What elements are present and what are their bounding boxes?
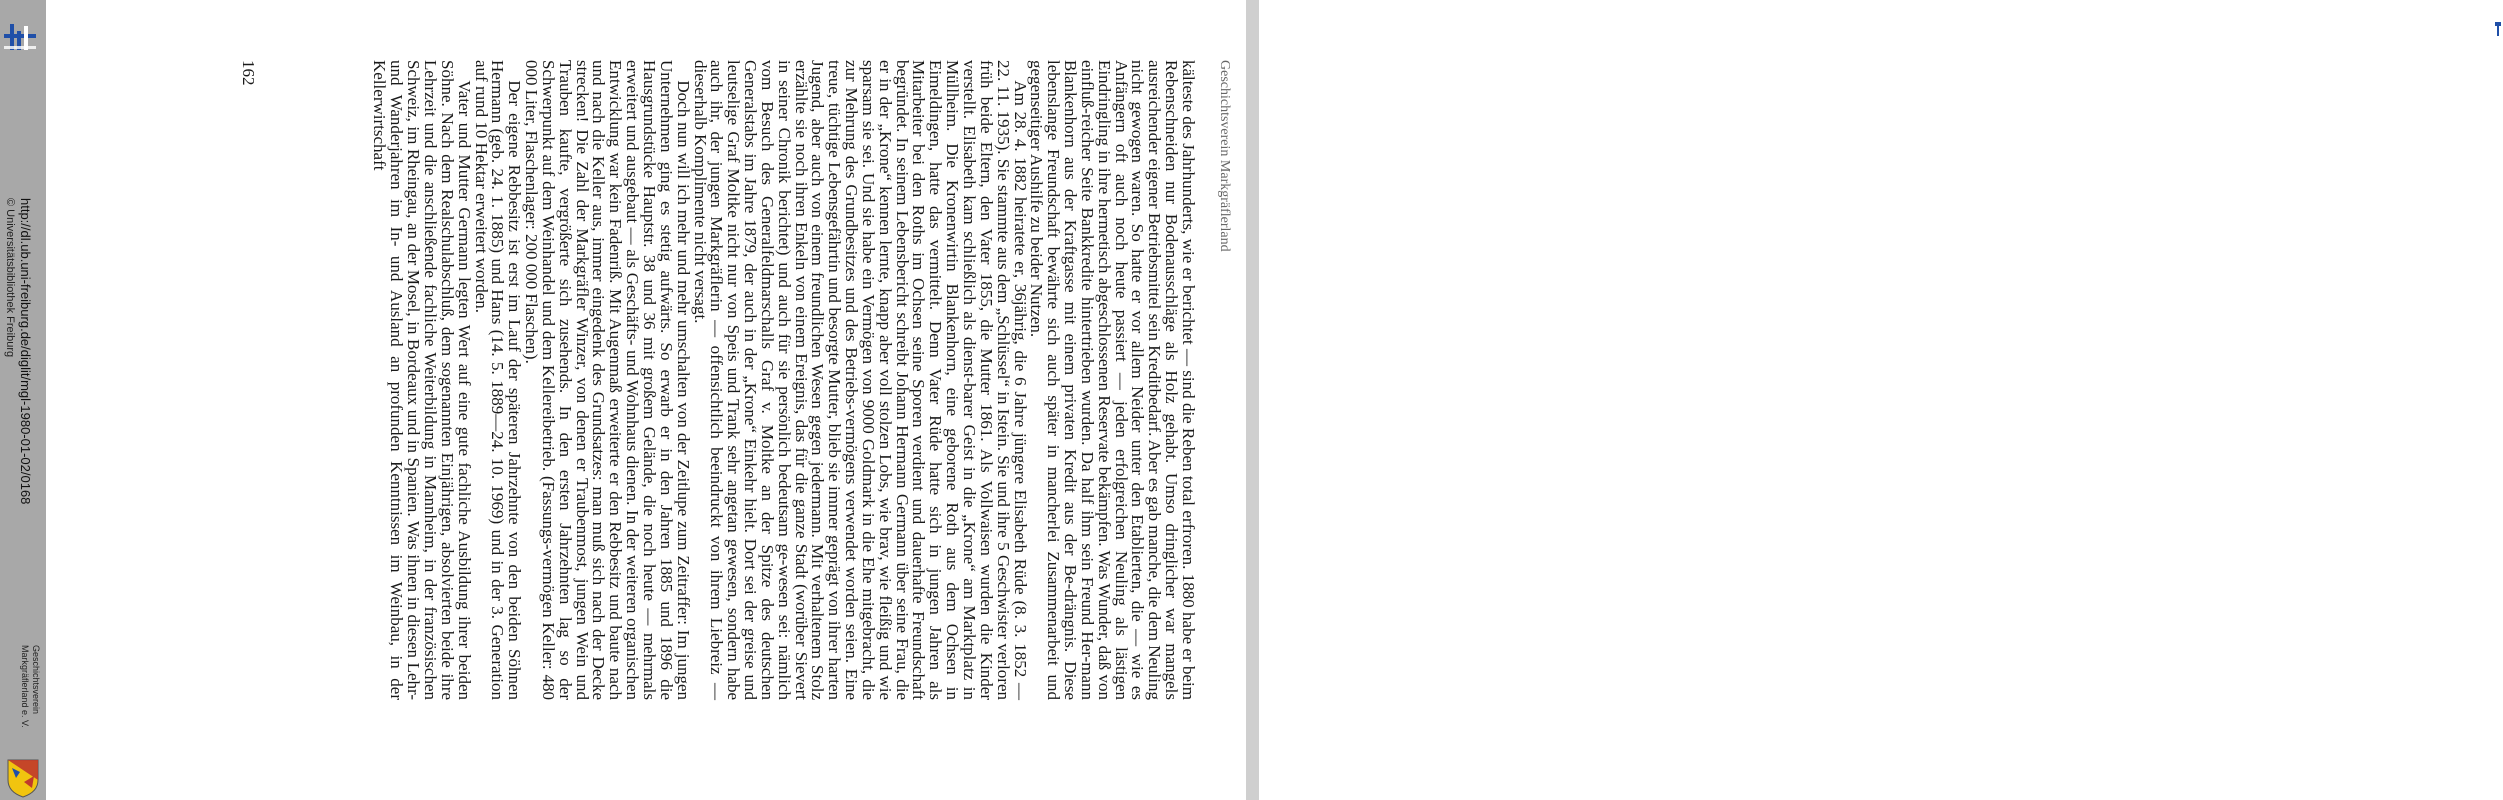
page-edge-mark-icon xyxy=(2493,20,2503,38)
page-body-text xyxy=(256,60,1196,700)
scanned-book-page xyxy=(220,60,1232,700)
paragraph: Doch nun will ich mehr und mehr umschalten von der Zeitlupe zum Zeitraffer: Im jungen Unternehmen ging es stetig aufwärts. So erwarb er in den Jahren 1885 und 1896 die Hausgrundstücke Hauptstr. 38 und 36 mit großem Gelände, die noch heute — mehrmals erweitert und ausgebaut — als Geschäfts- und Wohnhaus dienen. In der weiteren organischen Entwicklung war kein Fadenriß. Mit Augenmaß erweiterte er den Rebbesitz und baute nach und nach die Keller aus, immer eingedenk des Grundsatzes: man muß sich nach der Decke strecken! Die Zahl der Markgräfler Winzer, von denen er Traubenmost, jungen Wein und Trauben kaufte, vergrößerte sich zusehends. In den ersten Jahrzehnten lag so der Schwerpunkt auf dem Weinhandel und dem Kellereibetrieb. (Fassungs-vermögen Keller: 480 000 Liter, Flaschenlager: 200 000 Flaschen). xyxy=(522,60,693,700)
paragraph: Der eigene Rebbesitz ist erst im Lauf der späteren Jahrzehnte von den beiden Söhnen Hermann (geb. 24. 1. 1885) und Hans (14. 5. 1889—24. 10. 1969) und in der 3. Generation auf rund 10 Hektar erweitert worden. xyxy=(471,60,525,700)
adjacent-page-edge xyxy=(1246,0,1259,800)
publisher-name-line1: Geschichtsverein xyxy=(31,645,41,715)
paragraph: kälteste des Jahrhunderts, wie er berichtet — sind die Reben total erfroren. 1880 habe er beim Rebenschneiden nur Bodenausschläge als Holz gehabt. Umso dringlicher war mangels ausreichender eigener Betriebsmittel sein Kreditbedarf. Aber es gab manche, die dem Neuling nicht gewogen waren. So hatte er vor allem Neider unter den Etablierten, die — wie es Anfängern oft auch noch heute passiert — jeden erfolgreichen Neuling als lästigen Eindringling in ihre hermetisch abgeschlossenen Reservate bekämpfen. Was Wunder, daß von einfluß-reicher Seite Bankkredite hintertrieben wurden. Da half ihm sein Freund Her-mann Blankenhorn aus der Kraftgasse mit einem privaten Kredit aus der Be-drängnis. Diese lebenslange Freundschaft bewährte sich auch später in mancherlei Zusammenarbeit und gegenseitiger Aushilfe zu beider Nutzen. xyxy=(1027,60,1198,700)
running-head: Geschichtsverein Markgräflerland xyxy=(1217,60,1232,252)
page-number: 162 xyxy=(239,60,258,86)
publisher-badge xyxy=(5,645,41,765)
copyright-notice: © Universitätsbibliothek Freiburg xyxy=(4,198,16,358)
paragraph: Vater und Mutter Germann legten Wert auf eine gute fachliche Ausbildung ihrer beiden Söhne. Nach dem Realschulabschluß, dem sogenannten Einjährigen, absolvierten beide ihre Lehrzeit und die anschließende fachliche Weiterbildung in Mannheim, in der französischen Schweiz, im Rheingau, an der Mosel, in Bordeaux und in Spanien. Was ihnen in diesen Lehr- und Wanderjahren im In- und Ausland an profunden Kenntnissen im Weinbau, in der Kellerwirtschaft xyxy=(370,60,474,700)
permalink-url[interactable]: http://dl.ub.uni-freiburg.de/diglit/mgl-1980-01-02/0168 xyxy=(18,198,33,505)
paragraph: Am 28. 4. 1882 heiratete er, 36jährig, die 6 Jahre jüngere Elisabeth Rüde (8. 3. 1852 — 22. 11. 1935). Sie stammte aus dem „Schlüssel“ in Istein. Sie und ihre 5 Geschwister verloren früh beide Eltern, den Vater 1855, die Mutter 1861. Als Vollwaisen wurden die Kinder verstellt. Elisabeth kam schließlich als dienst-barer Geist in die „Krone“ am Marktplatz in Müllheim. Die Kronenwirtin Blankenhorn, eine geborene Roth aus dem Ochsen in Eimeldingen, hatte das vermittelt. Denn Vater Rüde hatte sich in jungen Jahren als Mitarbeiter bei den Roths im Ochsen seine Sporen verdient und dauerhafte Freundschaft begründet. In seinem Lebensbericht schreibt Johann Hermann Germann über seine Frau, die er in der „Krone“ kennen lernte, knapp aber voll stolzen Lobs, wie brav, wie fleißig und wie sparsam sie sei. Und sie habe ein Vermögen von 9000 Goldmark in die Ehe mitgebracht, die zur Mehrung des Grundbesitzes und des Betriebs-vermögens verwendet worden seien. Eine treue, tüchtige Lebensgefährtin und besorgte Mutter, blieb sie immer geprägt von ihrer harten Jugend, aber auch von einem freundlichen Wesen gegen jedermann. Mit verhaltenem Stolz erzählte sie noch ihren Enkeln von einem Ereignis, das für die ganze Stadt (worüber Sievert in seiner Chronik berichtet) und auch für sie persönlich bedeutsam ge-wesen sei: nämlich vom Besuch des Generalfeldmarschalls Graf v. Moltke an der Spitze des deutschen Generalstabs im Jahre 1879, der auch in der „Krone“ Einkehr hielt. Dort sei der greise und leutselige Graf Moltke nicht nur von Speis und Trank sehr angetan gewesen, sondern habe auch ihr, der jungen Markgräflerin — offensichtlich beeindruckt von ihrem Liebreiz — dieserhalb Komplimente nicht versagt. xyxy=(690,60,1030,700)
permalink-label xyxy=(4,198,33,593)
viewer-sidebar xyxy=(0,0,46,800)
coat-of-arms-icon xyxy=(6,758,40,798)
library-logo-icon[interactable] xyxy=(4,22,36,52)
publisher-name-line2: Markgräflerland e. V. xyxy=(20,645,30,728)
